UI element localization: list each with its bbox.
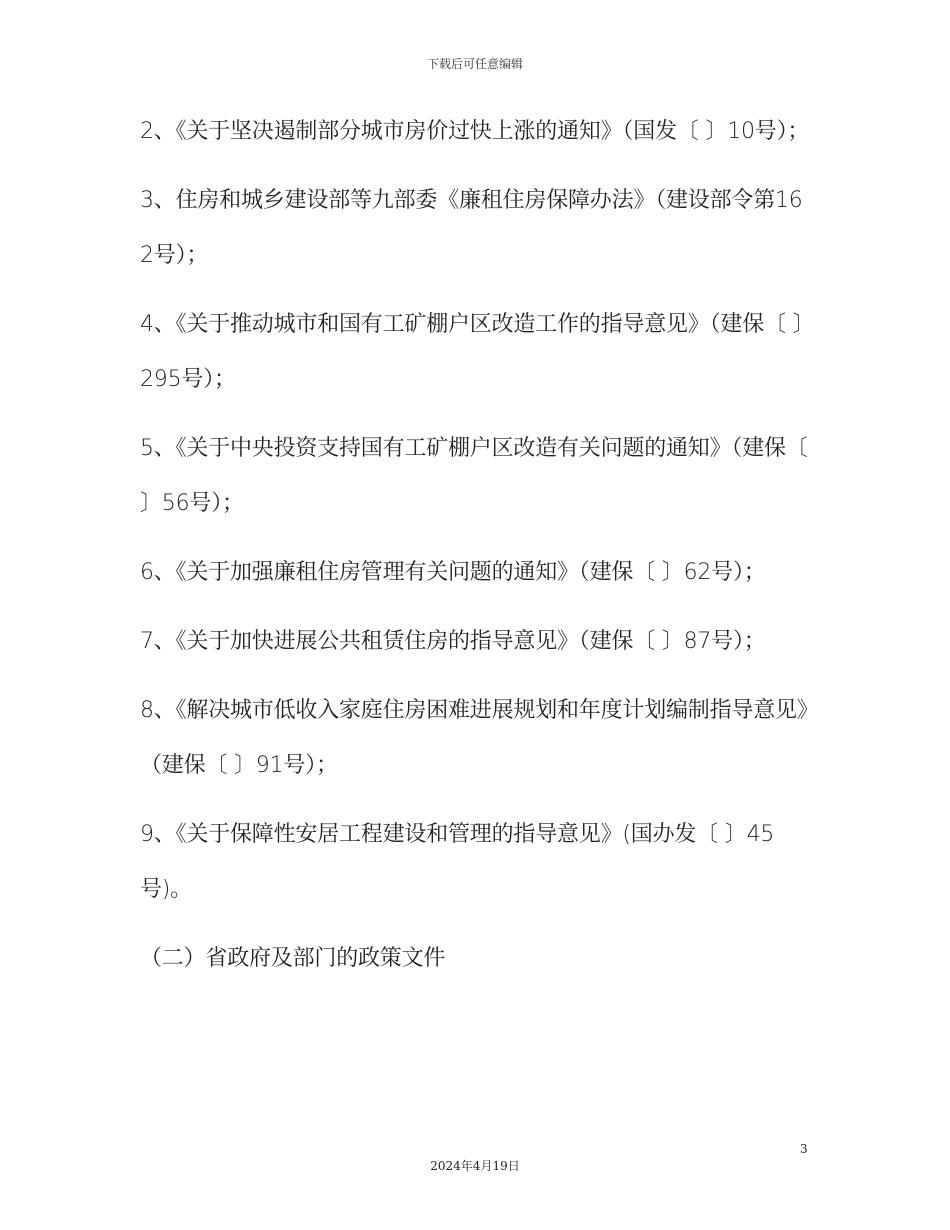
section-heading: （二）省政府及部门的政策文件 [140,946,446,971]
policy-item-5: 5、《关于中央投资支持国有工矿棚户区改造有关问题的通知》（建保〔 〕56号）； [140,436,808,516]
document-body [140,104,812,1000]
policy-item-8: 8、《解决城市低收入家庭住房困难进展规划和年度计划编制指导意见》（建保〔 〕91号）； [140,698,808,778]
page-header: 下载后可任意编辑 [426,57,523,71]
page-footer-date: 2024年4月19日 [430,1159,520,1173]
page-number: 3 [800,1142,808,1156]
policy-item-7: 7、《关于加快进展公共租赁住房的指导意见》（建保〔 〕87号）； [140,629,766,654]
policy-item-2: 2、《关于坚决遏制部分城市房价过快上涨的通知》（国发〔 〕10号）； [140,119,810,144]
policy-item-4: 4、《关于推动城市和国有工矿棚户区改造工作的指导意见》（建保〔 〕295号）； [140,312,804,392]
policy-item-3: 3、住房和城乡建设部等九部委《廉租住房保障办法》（建设部令第162号）； [140,188,803,268]
policy-item-6: 6、《关于加强廉租住房管理有关问题的通知》（建保〔 〕62号）； [140,560,766,585]
policy-item-9: 9、《关于保障性安居工程建设和管理的指导意见》(国办发〔 〕45号)。 [140,822,775,902]
